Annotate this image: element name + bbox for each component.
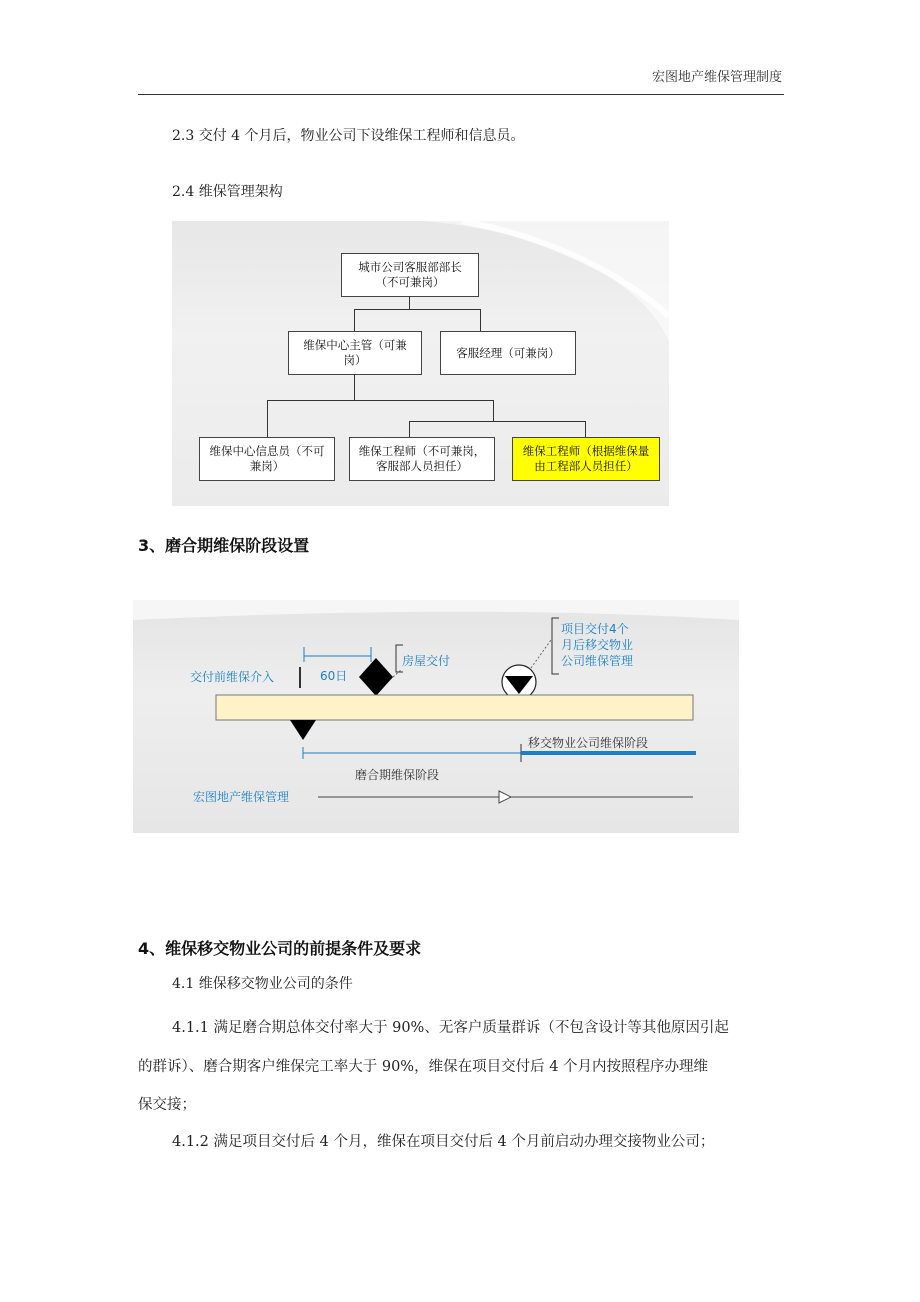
org-box-line: 客服经理（可兼岗） [456,345,560,360]
maintenance-timeline [133,600,739,833]
transfer-note-line: 月后移交物业 [561,638,634,652]
paragraph-4-1-1-line: 4.1.1 满足磨合期总体交付率大于 90%、无客户质量群诉（不包含设计等其他原因引起 [172,1020,729,1036]
timeline-days-label: 60日 [320,669,348,683]
timeline-start-label: 交付前维保介入 [190,670,275,684]
running-in-stage-label: 磨合期维保阶段 [355,768,440,782]
paragraph-4-1: 4.1 维保移交物业公司的条件 [172,976,353,992]
org-box-line: 维保工程师（不可兼岗， [358,444,486,458]
org-box-line: 维保中心主管（可兼 [303,338,407,352]
org-box-line: 客服部人员担任） [376,459,468,473]
org-box-line: 维保中心信息员（不可 [209,444,325,458]
company-management-label: 宏图地产维保管理 [193,790,290,804]
connector [409,296,410,309]
connector [267,400,494,401]
header-divider [138,94,784,95]
org-box-info-officer [199,437,335,481]
org-chart [172,221,669,506]
connector [354,309,355,331]
org-box-cs-manager [440,331,576,375]
org-box-engineer-engineering [512,437,660,481]
paragraph-2-3: 2.3 交付 4 个月后，物业公司下设维保工程师和信息员。 [172,128,525,144]
org-box-line: 由工程部人员担任） [534,459,638,473]
connector [409,421,586,422]
section-4-heading: 4、维保移交物业公司的前提条件及要求 [138,939,422,958]
org-box-city-cs-director [341,253,479,297]
page-header-title: 宏图地产维保管理制度 [651,70,782,85]
connector [585,421,586,437]
connector [354,309,481,310]
transfer-note-line: 项目交付4个 [561,622,629,636]
property-stage-label: 移交物业公司维保阶段 [528,736,649,750]
connector [493,400,494,421]
org-box-line: 维保工程师（根据维保量 [522,444,650,458]
org-box-line: 城市公司客服部部长 [358,260,462,274]
transfer-note-line: 公司维保管理 [561,654,634,668]
paragraph-2-4: 2.4 维保管理架构 [172,184,283,200]
section-3-heading: 3、磨合期维保阶段设置 [138,536,310,555]
connector [267,400,268,437]
org-box-line: （不可兼岗） [375,275,445,289]
org-box-line: 兼岗） [249,459,285,473]
connector [480,309,481,331]
paragraph-4-1-1-line: 保交接； [138,1097,196,1113]
connector [409,421,410,437]
org-box-maintenance-supervisor [288,331,422,375]
connector [354,374,355,400]
paragraph-4-1-2: 4.1.2 满足项目交付后 4 个月，维保在项目交付后 4 个月前启动办理交接物业公司； [172,1134,715,1150]
timeline-handover-label: 房屋交付 [402,654,451,668]
org-box-engineer-cs [349,437,495,481]
paragraph-4-1-1-line: 的群诉）、磨合期客户维保完工率大于 90%，维保在项目交付后 4 个月内按照程序办理维 [138,1059,709,1075]
timeline-transfer-note [561,621,633,669]
org-box-line: 岗） [343,353,367,367]
